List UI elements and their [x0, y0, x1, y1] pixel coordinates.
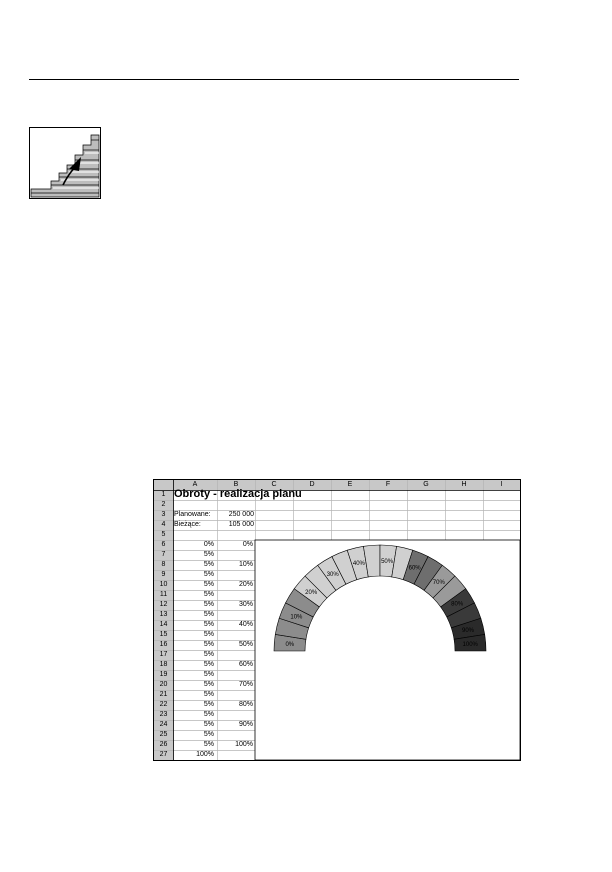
- table-cell-a: 5%: [203, 701, 214, 708]
- row-header: 17: [159, 651, 168, 658]
- row-header: 3: [161, 511, 166, 518]
- current-label: Bieżące:: [174, 521, 201, 528]
- row-header: 19: [159, 671, 168, 678]
- table-cell-a: 5%: [203, 641, 214, 648]
- row-header: 15: [159, 631, 168, 638]
- column-header: H: [461, 481, 467, 488]
- gauge-label: 90%: [461, 627, 475, 634]
- table-cell-a: 0%: [203, 541, 214, 548]
- table-cell-b: 90%: [238, 721, 253, 728]
- column-header: F: [385, 481, 391, 488]
- row-header: 7: [161, 551, 166, 558]
- row-header: 2: [161, 501, 166, 508]
- row-header: 13: [159, 611, 168, 618]
- table-cell-a: 5%: [203, 731, 214, 738]
- gauge-label: 100%: [462, 641, 478, 648]
- row-header: 9: [161, 571, 166, 578]
- table-cell-b: 0%: [242, 541, 253, 548]
- gauge-label: 20%: [305, 590, 318, 597]
- column-header: G: [423, 481, 429, 488]
- table-cell-a: 5%: [203, 721, 214, 728]
- row-header: 20: [159, 681, 168, 688]
- table-cell-b: 80%: [238, 701, 253, 708]
- column-header: A: [192, 481, 198, 488]
- table-cell-a: 5%: [203, 631, 214, 638]
- planned-value: 250 000: [228, 511, 254, 518]
- gauge-label: 30%: [326, 571, 339, 578]
- table-cell-b: 30%: [238, 601, 253, 608]
- gauge-label: 40%: [352, 561, 365, 568]
- table-cell-b: 20%: [238, 581, 253, 588]
- row-header: 27: [159, 751, 168, 758]
- current-value: 105 000: [228, 521, 254, 528]
- table-cell-a: 5%: [203, 741, 214, 748]
- gauge-label: 10%: [290, 614, 303, 621]
- table-cell-a: 5%: [203, 581, 214, 588]
- table-cell-a: 5%: [203, 661, 214, 668]
- table-cell-a: 5%: [203, 671, 214, 678]
- column-header: D: [309, 481, 315, 488]
- column-header: I: [500, 481, 503, 488]
- row-header: 10: [159, 581, 168, 588]
- row-header: 21: [159, 691, 168, 698]
- gauge-chart: [154, 480, 520, 760]
- row-header: 24: [159, 721, 168, 728]
- gauge-label: 70%: [432, 580, 445, 587]
- row-header: 1: [161, 491, 166, 498]
- row-header: 26: [159, 741, 168, 748]
- column-header: C: [271, 481, 277, 488]
- column-header: B: [233, 481, 239, 488]
- spreadsheet: [153, 479, 521, 761]
- row-header: 14: [159, 621, 168, 628]
- table-cell-b: 100%: [235, 741, 253, 748]
- table-cell-a: 5%: [203, 571, 214, 578]
- table-cell-a: 5%: [203, 681, 214, 688]
- table-cell-a: 5%: [203, 551, 214, 558]
- table-cell-b: 10%: [238, 561, 253, 568]
- table-cell-a: 5%: [203, 611, 214, 618]
- row-header: 4: [161, 521, 166, 528]
- stairs-icon: [29, 127, 101, 199]
- row-header: 18: [159, 661, 168, 668]
- table-cell-b: 70%: [238, 681, 253, 688]
- table-cell-a: 5%: [203, 601, 214, 608]
- gauge-label: 0%: [285, 641, 295, 648]
- page-title: Obroty - realizacja planu: [174, 488, 302, 500]
- row-header: 16: [159, 641, 168, 648]
- row-header: 12: [159, 601, 168, 608]
- row-header: 23: [159, 711, 168, 718]
- row-header: 5: [161, 531, 166, 538]
- planned-label: Planowane:: [174, 511, 211, 518]
- row-header: 25: [159, 731, 168, 738]
- row-header: 6: [161, 541, 166, 548]
- table-cell-a: 5%: [203, 711, 214, 718]
- row-header: 22: [159, 701, 168, 708]
- table-cell-a: 5%: [203, 691, 214, 698]
- table-cell-a: 5%: [203, 591, 214, 598]
- row-header: 11: [159, 591, 168, 598]
- table-cell-b: 60%: [238, 661, 253, 668]
- table-cell-b: 50%: [238, 641, 253, 648]
- table-cell-a: 5%: [203, 561, 214, 568]
- gauge-label: 60%: [408, 565, 421, 572]
- table-cell-a: 100%: [196, 751, 214, 758]
- header-rule: [29, 79, 519, 80]
- gauge-label: 50%: [381, 558, 394, 565]
- table-cell-b: 40%: [238, 621, 253, 628]
- table-cell-a: 5%: [203, 651, 214, 658]
- row-header: 8: [161, 561, 166, 568]
- table-cell-a: 5%: [203, 621, 214, 628]
- gauge-label: 80%: [451, 601, 464, 608]
- column-header: E: [347, 481, 353, 488]
